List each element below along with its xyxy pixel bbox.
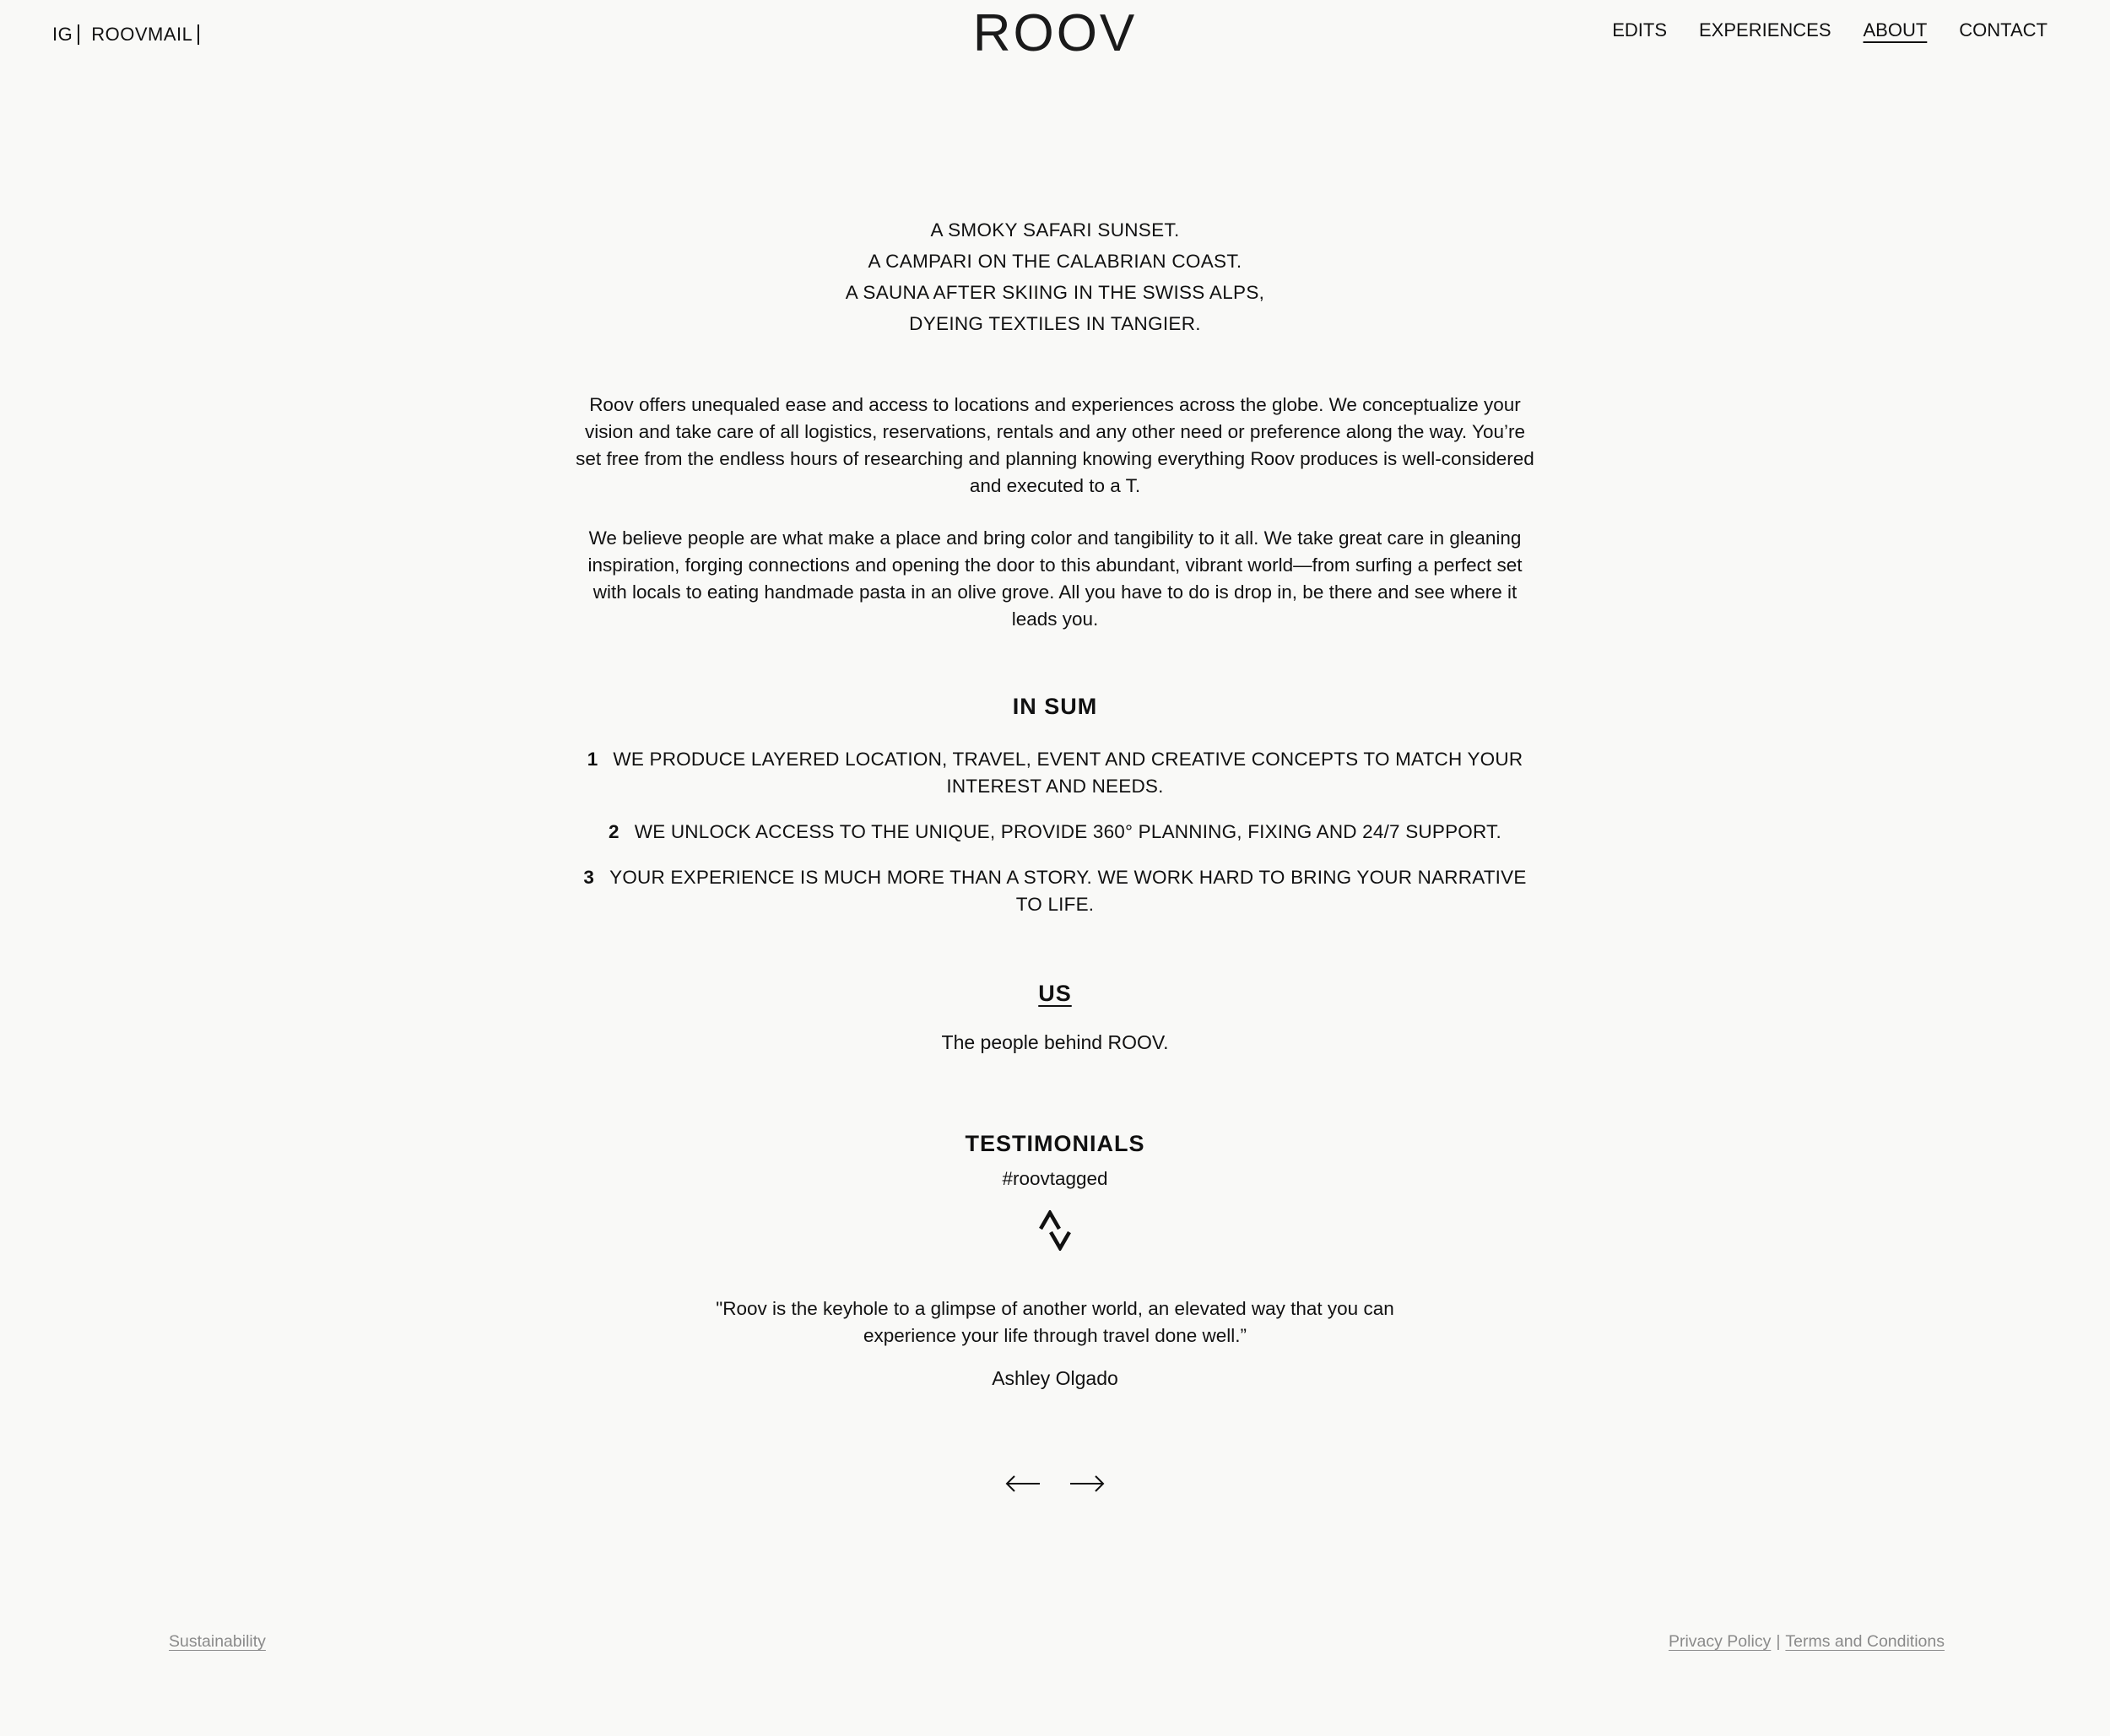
nav-item-contact[interactable]: CONTACT — [1959, 19, 2048, 41]
list-item — [570, 746, 1540, 800]
us-link[interactable]: US — [1038, 981, 1072, 1006]
list-item — [570, 819, 1540, 846]
site-header — [0, 0, 2110, 76]
list-number: 2 — [609, 821, 619, 842]
arrow-right-icon[interactable] — [1069, 1468, 1106, 1499]
footer-left — [169, 1632, 266, 1652]
testimonials-heading: TESTIMONIALS — [965, 1131, 1145, 1156]
list-number: 3 — [583, 867, 595, 888]
terms-link[interactable]: Terms and Conditions — [1785, 1632, 1945, 1651]
sustainability-link[interactable]: Sustainability — [169, 1632, 266, 1651]
main-nav — [1612, 19, 2048, 41]
list-number: 1 — [587, 749, 598, 770]
tagline-line: A SMOKY SAFARI SUNSET. — [930, 219, 1180, 241]
us-subtitle: The people behind ROOV. — [941, 1031, 1169, 1053]
carousel-controls — [1004, 1468, 1106, 1499]
us-heading — [0, 981, 2110, 1007]
nav-item-about[interactable]: ABOUT — [1863, 19, 1928, 41]
tagline — [0, 214, 2110, 339]
testimonial-quote: "Roov is the keyhole to a glimpse of another world, an elevated way that you can experience your life through travel done well.” — [716, 1298, 1394, 1346]
tagline-line: A SAUNA AFTER SKIING IN THE SWISS ALPS, — [845, 282, 1265, 303]
intro-paragraph: Roov offers unequaled ease and access to locations and experiences across the globe. We conceptualize your vision and take care of all logistics, reservations, rentals and any other need or preference along the way. You’re set free from the endless hours of researching and planning knowing everything Roov produces is well-considered and executed to a T. — [576, 394, 1534, 496]
list-text: WE UNLOCK ACCESS TO THE UNIQUE, PROVIDE 360° PLANNING, FIXING AND 24/7 SUPPORT. — [634, 821, 1501, 842]
nav-item-edits[interactable]: EDITS — [1612, 19, 1667, 41]
tagline-line: DYEING TEXTILES IN TANGIER. — [909, 313, 1201, 334]
in-sum-heading: IN SUM — [1012, 694, 1098, 719]
roov-mark-icon — [1038, 1210, 1072, 1251]
roovmail-link[interactable]: ROOVMAIL — [91, 24, 193, 45]
tagline-line: A CAMPARI ON THE CALABRIAN COAST. — [868, 251, 1242, 272]
instagram-link[interactable]: IG — [52, 24, 73, 45]
hashtag: #roovtagged — [1002, 1168, 1108, 1189]
list-text: YOUR EXPERIENCE IS MUCH MORE THAN A STORY. WE WORK HARD TO BRING YOUR NARRATIVE TO LIFE. — [609, 867, 1527, 915]
site-logo[interactable]: ROOV — [972, 4, 1138, 62]
footer-right — [1669, 1632, 1945, 1652]
list-item — [570, 864, 1540, 918]
intro-paragraph: We believe people are what make a place and bring color and tangibility to it all. We take great care in gleaning inspiration, forging connections and opening the door to this abundant, vibrant world—from surfing a perfect set with locals to eating handmade pasta in an olive grove. All you have to do is drop in, be there and see where it leads you. — [587, 527, 1523, 630]
nav-item-experiences[interactable]: EXPERIENCES — [1699, 19, 1831, 41]
list-text: WE PRODUCE LAYERED LOCATION, TRAVEL, EVENT AND CREATIVE CONCEPTS TO MATCH YOUR INTEREST AND NEEDS. — [613, 749, 1523, 797]
testimonial-author: Ashley Olgado — [992, 1367, 1118, 1389]
footer-divider: | — [1776, 1632, 1781, 1651]
arrow-left-icon[interactable] — [1004, 1468, 1041, 1499]
privacy-policy-link[interactable]: Privacy Policy — [1668, 1632, 1772, 1651]
